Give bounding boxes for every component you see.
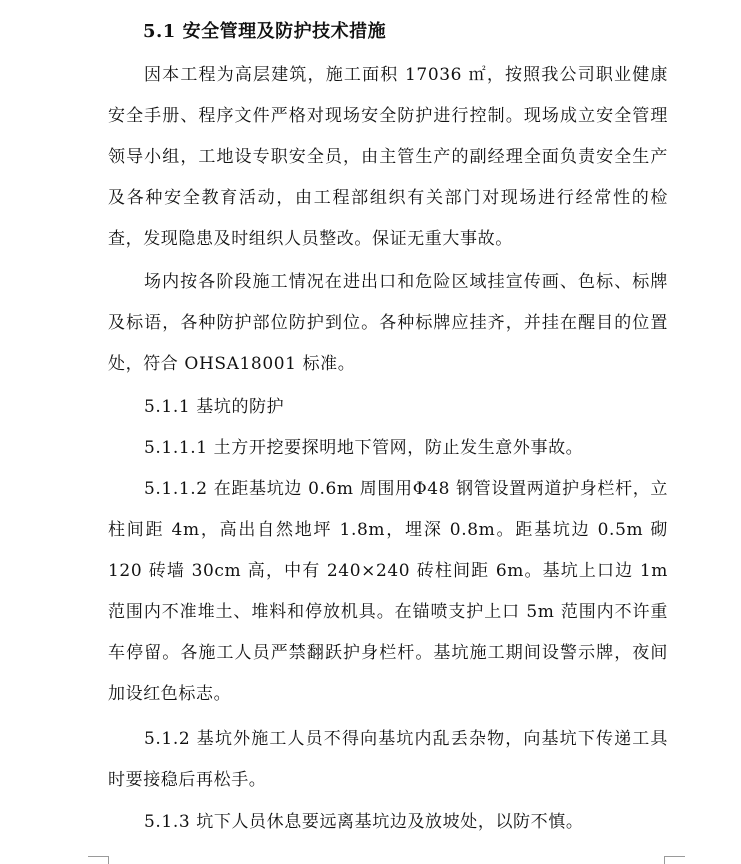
clause-5-1-1-1: 5.1.1.1 土方开挖要探明地下管网，防止发生意外事故。 bbox=[144, 438, 584, 458]
paragraph-signage: 场内按各阶段施工情况在进出口和危险区域挂宣传画、色标、标牌及标语，各种防护部位防护到位。各种标牌应挂齐，并挂在醒目的位置处，符合 OHSA18001 标准。 bbox=[108, 272, 668, 374]
clause-5-1-3: 5.1.3 坑下人员休息要远离基坑边及放坡处，以防不慎。 bbox=[144, 812, 584, 832]
clause-5-1-1-2: 5.1.1.2 在距基坑边 0.6m 周围用Φ48 钢管设置两道护身栏杆，立柱间距 4m，高出自然地坪 1.8m，埋深 0.8m。距基坑边 0.5m 砌 120 砖墙 30cm 高，中有 240×240 砖柱间距 6m。基坑上口边 1m 范围内不准堆土、堆料和停放机具。在锚喷支护上口 5m 范围内不许重车停留。各施工人员严禁翻跃护身栏杆。基坑施工期间设警示牌，夜间加设红色标志。 bbox=[108, 479, 668, 704]
section-heading: 5.1 安全管理及防护技术措施 bbox=[143, 21, 387, 42]
subheading-pit-protection: 5.1.1 基坑的防护 bbox=[144, 397, 285, 417]
clause-5-1-2: 5.1.2 基坑外施工人员不得向基坑内乱丢杂物，向基坑下传递工具时要接稳后再松手。 bbox=[108, 729, 668, 790]
paragraph-safety-management: 因本工程为高层建筑，施工面积 17036 ㎡，按照我公司职业健康安全手册、程序文件严格对现场安全防护进行控制。现场成立安全管理领导小组，工地设专职安全员，由主管生产的副经理全面负责安全生产及各种安全教育活动，由工程部组织有关部门对现场进行经常性的检查，发现隐患及时组织人员整改。保证无重大事故。 bbox=[108, 65, 668, 249]
